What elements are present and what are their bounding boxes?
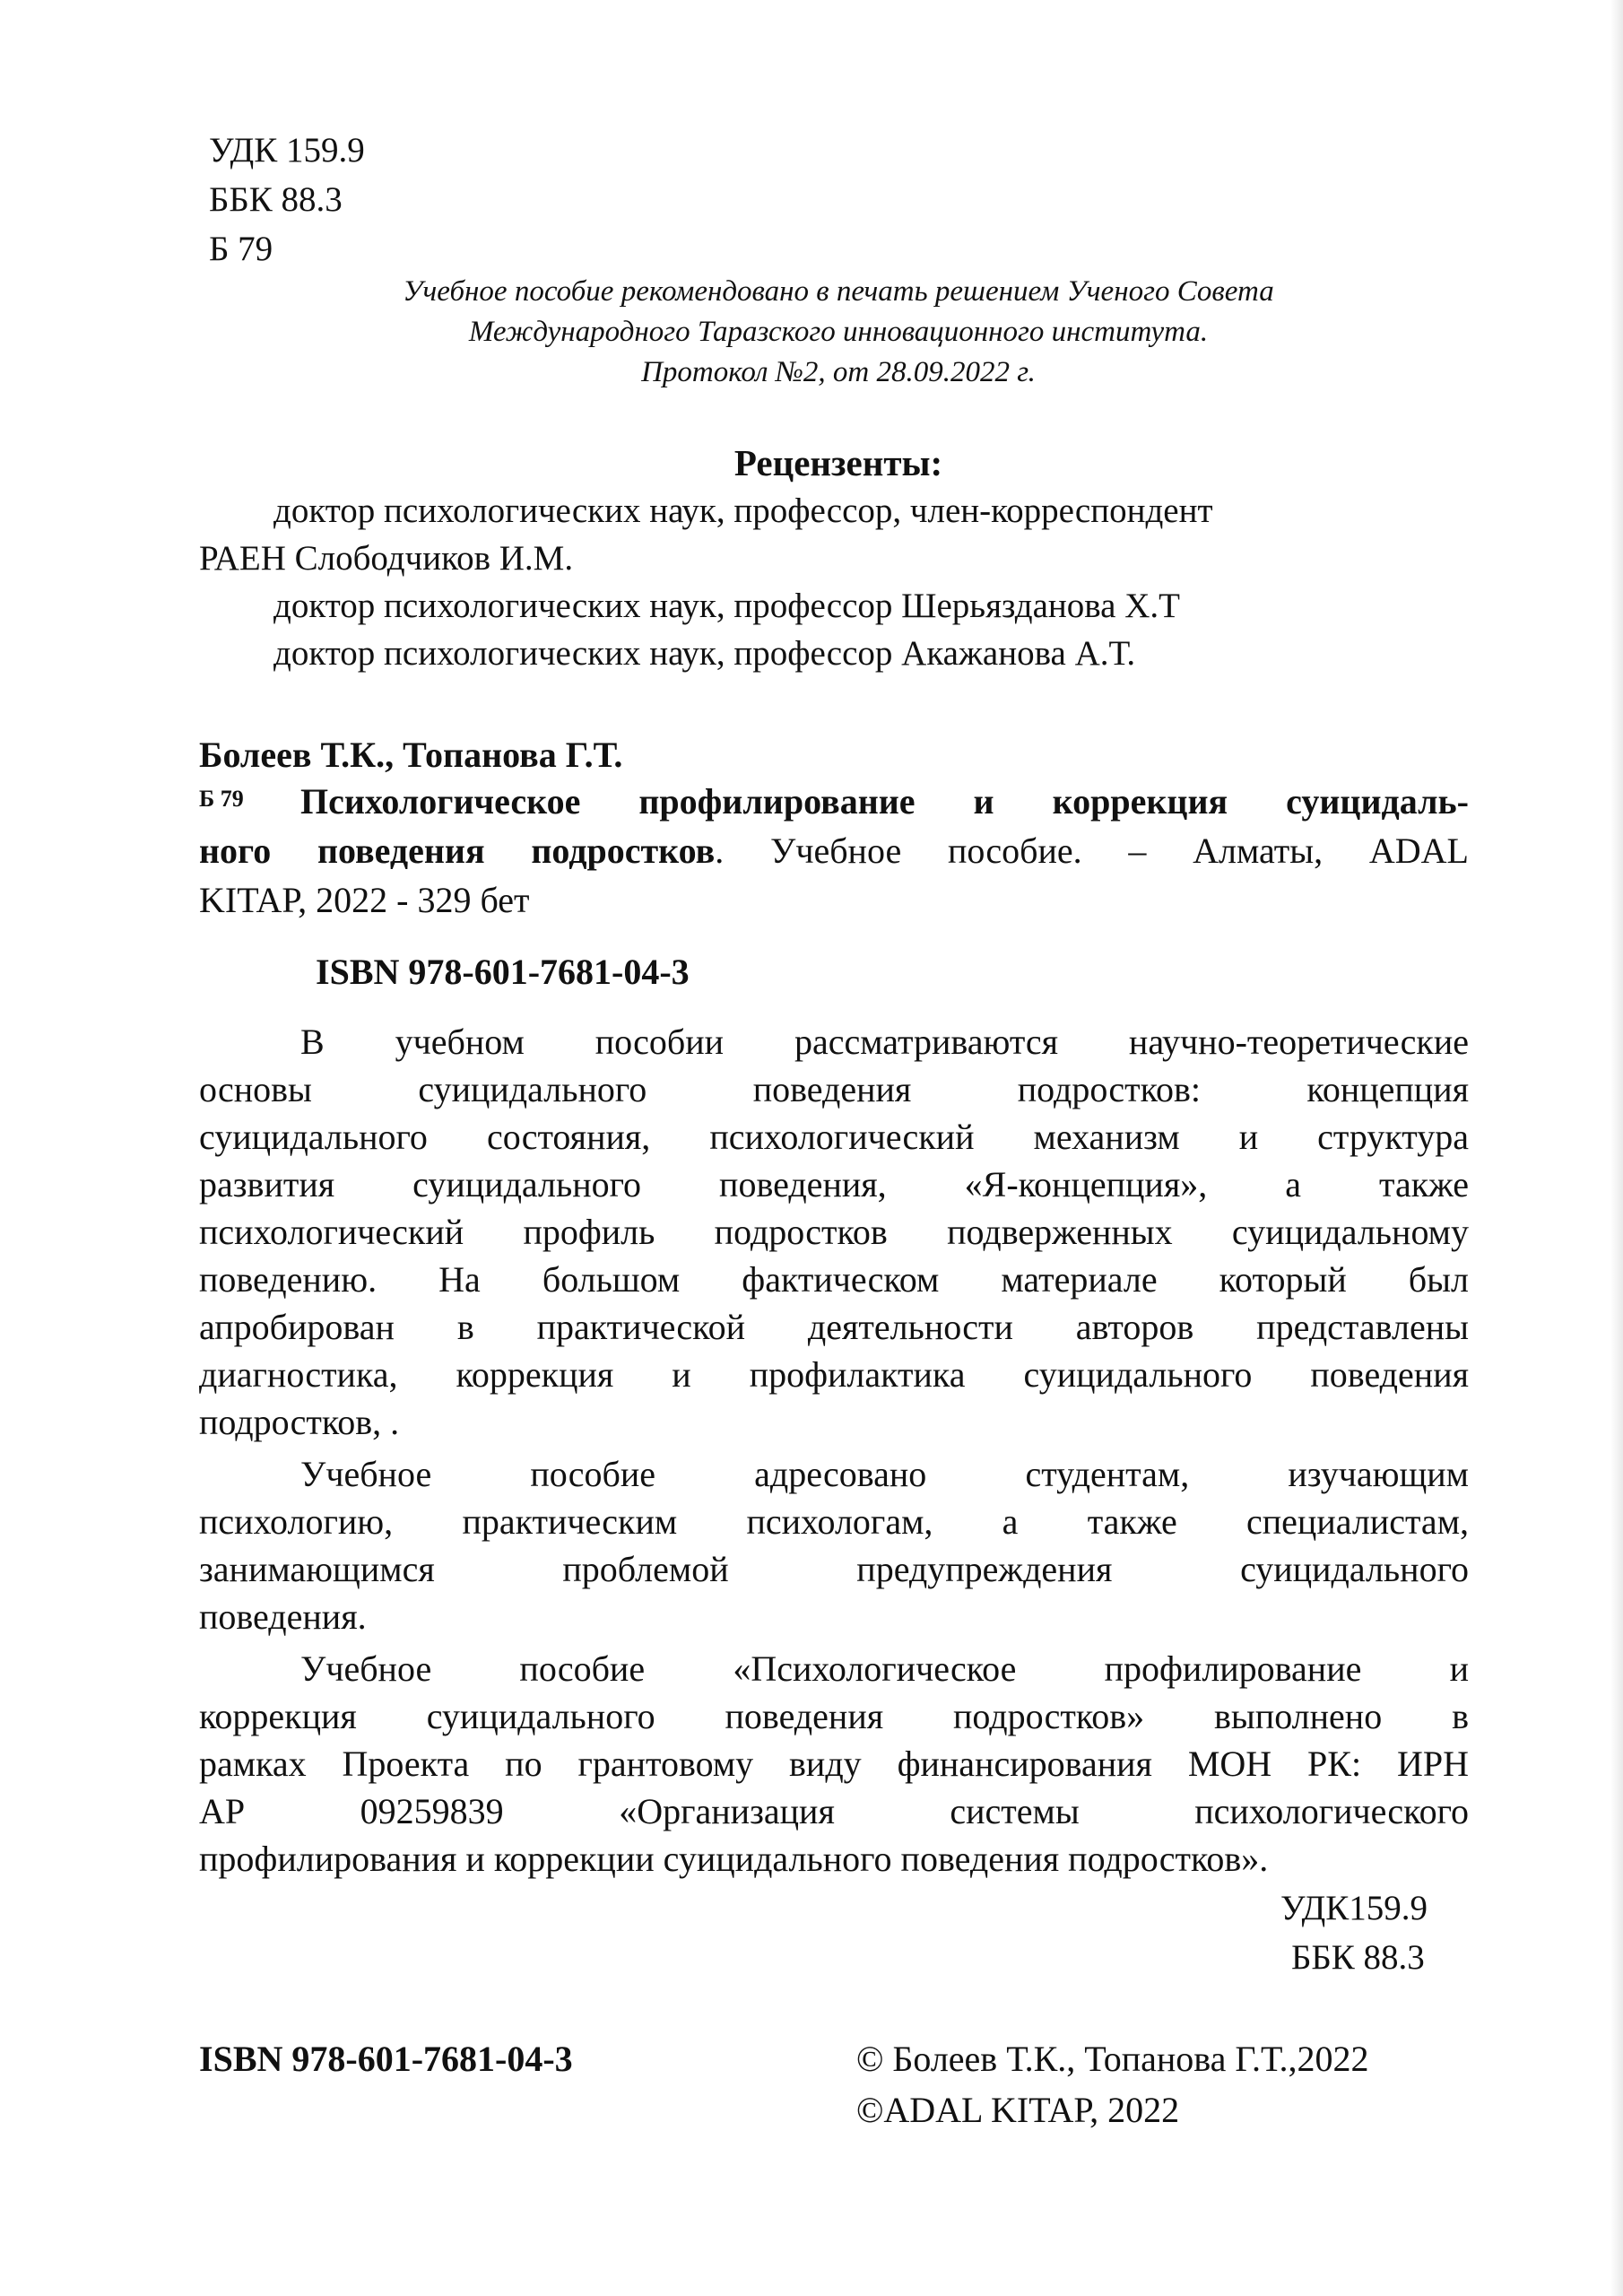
- book-title-line-2: ного поведения подростков. Учебное пособие. – Алматы, ADAL: [199, 831, 1469, 871]
- abstract-p2-line: Учебное пособие адресовано студентам, изучающим: [300, 1454, 1469, 1494]
- copyright-publisher: ©ADAL KITAP, 2022: [856, 2090, 1180, 2130]
- abstract-p2-line: занимающимся проблемой предупреждения суицидального: [199, 1549, 1469, 1589]
- reviewers-heading: Рецензенты:: [733, 442, 943, 483]
- reviewer-3: доктор психологических наук, профессор Акажанова А.Т.: [273, 634, 1136, 673]
- reviewer-1-line-1: доктор психологических наук, профессор, член-корреспондент: [273, 491, 1213, 530]
- abstract-p3-line: профилирования и коррекции суицидального поведения подростков».: [199, 1839, 1269, 1879]
- reviewer-1-line-2: РАЕН Слободчиков И.М.: [199, 539, 574, 578]
- publisher-line: KITAP, 2022 - 329 бет: [199, 880, 530, 920]
- abstract-p1-line: диагностика, коррекция и профилактика суицидального поведения: [199, 1354, 1469, 1395]
- abstract-p2-line: поведения.: [199, 1596, 367, 1637]
- bbk-code-bottom: ББК 88.3: [1291, 1938, 1425, 1977]
- abstract-p3-line: Учебное пособие «Психологическое профилирование и: [300, 1648, 1469, 1689]
- abstract-p3-line: АР 09259839 «Организация системы психологического: [199, 1791, 1469, 1831]
- abstract-p1-line: апробирован в практической деятельности авторов представлены: [199, 1307, 1469, 1347]
- book-title-line-1: Психологическое профилирование и коррекция суицидаль-: [300, 781, 1469, 822]
- approval-line-3: Протокол №2, от 28.09.2022 г.: [641, 356, 1036, 388]
- abstract-p3-line: коррекция суицидального поведения подростков» выполнено в: [199, 1696, 1469, 1736]
- bib-sigla: Б 79: [199, 786, 244, 812]
- abstract-p3-line: рамках Проекта по грантовому виду финансирования МОН РК: ИРН: [199, 1744, 1469, 1784]
- approval-line-1: Учебное пособие рекомендовано в печать решением Ученого Совета: [403, 275, 1274, 308]
- approval-line-2: Международного Таразского инновационного института.: [468, 316, 1209, 348]
- isbn-top: ISBN 978-601-7681-04-3: [316, 952, 690, 992]
- authors: Болеев Т.К., Топанова Г.Т.: [199, 735, 623, 775]
- author-sigla: Б 79: [209, 230, 273, 268]
- abstract-p1-line: суицидального состояния, психологический механизм и структура: [199, 1117, 1469, 1157]
- abstract-p1-line: подростков, .: [199, 1402, 400, 1442]
- reviewer-2: доктор психологических наук, профессор Шерьязданова Х.Т: [273, 587, 1180, 625]
- bbk-code: ББК 88.3: [209, 180, 343, 219]
- abstract-p1-line: поведению. На большом фактическом материале который был: [199, 1259, 1469, 1300]
- udk-code: УДК 159.9: [209, 131, 365, 170]
- abstract-p1-line: основы суицидального поведения подростков: концепция: [199, 1069, 1469, 1109]
- abstract-p2-line: психологию, практическим психологам, а также специалистам,: [199, 1501, 1469, 1542]
- abstract-p1-line: В учебном пособии рассматриваются научно-теоретические: [300, 1022, 1469, 1062]
- abstract-p1-line: развития суицидального поведения, «Я-концепция», а также: [199, 1164, 1469, 1205]
- udk-code-bottom: УДК159.9: [1280, 1889, 1428, 1927]
- isbn-bottom: ISBN 978-601-7681-04-3: [199, 2039, 573, 2079]
- abstract-p1-line: психологический профиль подростков подверженных суицидальному: [199, 1212, 1469, 1252]
- copyright-authors: © Болеев Т.К., Топанова Г.Т.,2022: [856, 2039, 1369, 2079]
